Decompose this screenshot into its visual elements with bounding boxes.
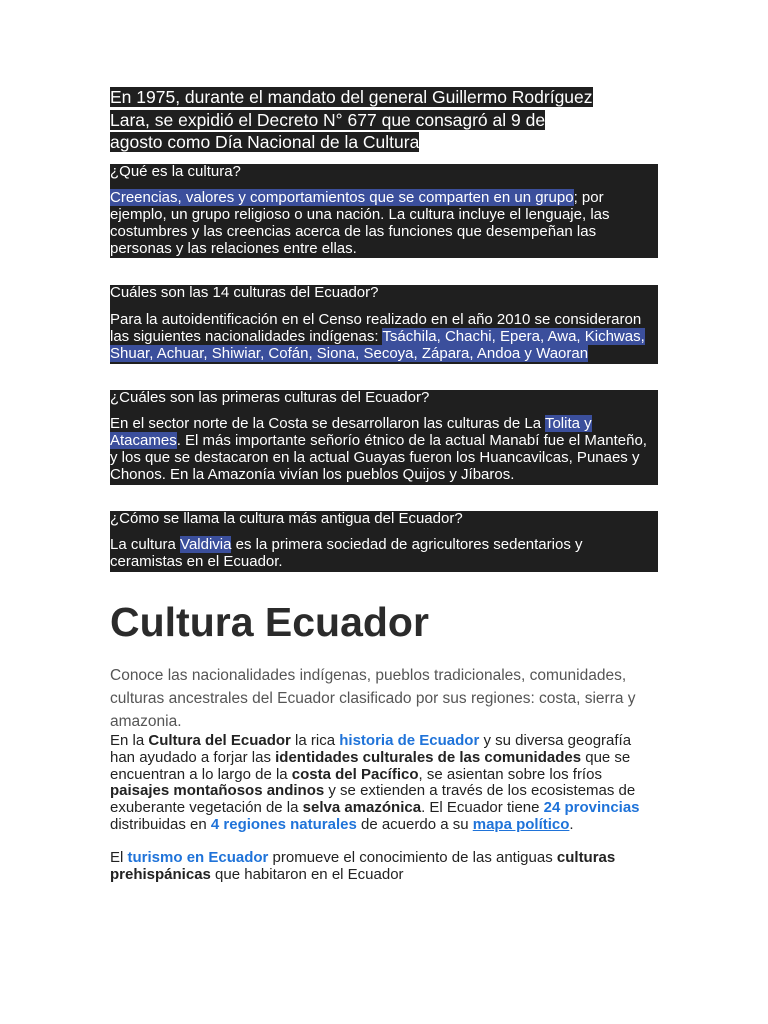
answer-highlight: Tsáchila, Chachi, Epera, Awa, Kichwas, Shuar, Achuar, Shiwiar, Cofán, Siona, Secoya, Zápara, Andoa y Waoran (110, 328, 645, 362)
article-paragraph-1: En la Cultura del Ecuador la rica historia de Ecuador y su diversa geografía han ayudado a forjar las identidades culturales de las comunidades que se encuentran a lo largo de la costa del Pacífico, se asientan sobre los fríos paisajes montañosos andinos y se extienden a través de los ecosistemas de exuberante vegetación de la selva amazónica. El Ecuador tiene 24 provincias distribuidas en 4 regiones naturales de acuerdo a su mapa político. (110, 732, 640, 834)
bold-term: identidades culturales de las comunidades (275, 748, 582, 766)
document-page (110, 86, 658, 883)
question: ¿Cuáles son las primeras culturas del Ecuador? (110, 388, 430, 406)
bold-term: Cultura del Ecuador (148, 732, 291, 750)
answer-highlight: Tolita y Atacames (110, 415, 592, 450)
link-historia-de-ecuador[interactable]: historia de Ecuador (339, 732, 480, 750)
answer-highlight: Creencias, valores y comportamientos que se comparten en un grupo (110, 189, 574, 207)
bold-term: culturas prehispánicas (110, 848, 616, 883)
question: ¿Qué es la cultura? (110, 162, 241, 180)
link-24-provincias[interactable]: 24 provincias (543, 799, 640, 817)
intro-line-3: agosto como Día Nacional de la Cultura (110, 132, 420, 152)
answer (110, 190, 658, 257)
article-paragraph-2: El turismo en Ecuador promueve el conocimiento de las antiguas culturas prehispánicas que habitaron en el Ecuador (110, 848, 616, 883)
intro-line-1: En 1975, durante el mandato del general Guillermo Rodríguez (110, 87, 593, 107)
answer-text: En el sector norte de la Costa se desarrollaron las culturas de La (110, 415, 545, 433)
bold-term: paisajes montañosos andinos (110, 782, 325, 800)
intro-paragraph (110, 86, 658, 154)
link-4-regiones-naturales[interactable]: 4 regiones naturales (210, 816, 357, 834)
article-title: Cultura Ecuador (110, 599, 429, 646)
answer-text: Para la autoidentificación en el Censo realizado en el año 2010 se consideraron las siguientes nacionalidades indígenas: (110, 311, 642, 346)
answer (110, 537, 658, 571)
bold-term: costa del Pacífico (291, 765, 419, 783)
answer (110, 312, 658, 362)
link-turismo-en-ecuador[interactable]: turismo en Ecuador (127, 848, 269, 866)
qa-block-what-is-culture (110, 164, 658, 259)
answer (110, 416, 658, 483)
link-mapa-politico[interactable]: mapa político (472, 816, 570, 834)
answer-text-rest: es la primera sociedad de agricultores sedentarios y ceramistas en el Ecuador. (110, 536, 583, 571)
answer-text-rest: . El más importante señorío étnico de la actual Manabí fue el Manteño, y los que se destacaron en la actual Guayas fueron los Huancavilcas, Punaes y Chonos. En la Amazonía vivían los pueblos Quijos y Jíbaros. (110, 432, 647, 483)
qa-block-oldest-culture (110, 511, 658, 572)
qa-block-first-cultures (110, 390, 658, 485)
answer-text: ; por ejemplo, un grupo religioso o una nación. La cultura incluye el lenguaje, las costumbres y las creencias acerca de las funciones que desempeñan las personas y las relaciones entre ellas. (110, 189, 610, 257)
question: Cuáles son las 14 culturas del Ecuador? (110, 284, 379, 302)
answer-text: La cultura (110, 536, 181, 554)
article-lead: Conoce las nacionalidades indígenas, pueblos tradicionales, comunidades, culturas ancestrales del Ecuador clasificado por sus regiones: costa, sierra y amazonia. (110, 667, 636, 731)
answer-highlight: Valdivia (180, 536, 232, 554)
bold-term: selva amazónica (302, 799, 422, 817)
intro-line-2: Lara, se expidió el Decreto N° 677 que consagró al 9 de (110, 109, 546, 130)
qa-block-14-cultures (110, 285, 658, 363)
question: ¿Cómo se llama la cultura más antigua del Ecuador? (110, 509, 463, 527)
